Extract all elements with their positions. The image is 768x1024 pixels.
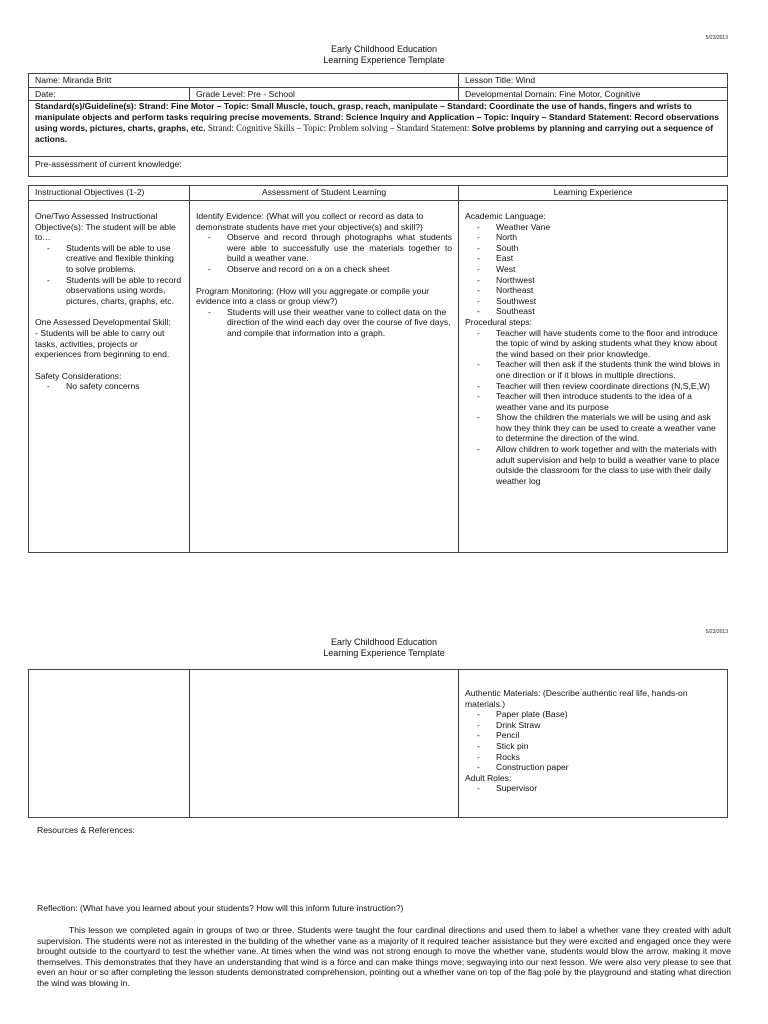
page-title: Early Childhood Education [330, 44, 438, 54]
list-item: - Students will use their weather vane to collect data on the direction of the wind each day over the course of five days, and compile that information into a graph. [208, 307, 452, 339]
assessment-cell [190, 201, 459, 553]
page-subtitle: Learning Experience Template [323, 55, 445, 65]
standards-cell [29, 101, 728, 157]
objectives-list [35, 243, 183, 307]
academic-language-list [465, 222, 721, 317]
evidence-list [196, 232, 452, 274]
list-item: - Southeast [477, 306, 721, 317]
materials-cell [459, 670, 728, 818]
page-header [0, 44, 768, 66]
resources-heading: Resources & References: [37, 825, 135, 835]
page2-date: 5/23/2013 [705, 629, 728, 635]
list-item: - Teacher will then introduce students to the idea of a weather vane and its purpose [477, 391, 721, 412]
list-item: - Allow children to work together and with the materials with adult supervision and help to build a weather vane to place outside the classroom for the class to use with their daily weather log [477, 444, 721, 486]
lesson-title-cell: Lesson Title: Wind [459, 74, 728, 88]
list-item: - Show the children the materials we will be using and ask how they think they can be used to create a weather vane to determine the direction of the wind. [477, 412, 721, 444]
objectives-cell [29, 201, 190, 553]
empty-cell-objectives [29, 670, 190, 818]
reflection-text: This lesson we completed again in groups of two or three. Students were taught the four cardinal directions and used them to label a whether vane they created with adult supervision. The students were not as interested in the building of the whether vane as a majority of it required teacher assistance but they were excited and engaged once they were brought outside to the courtyard to test the whether vane. At times when the wind was not strong enough to move the whether vane, students would blow the arrow, making it move themselves. This demonstrates that they have an understanding that wind is a force and can make things move; segwaying into our next lesson. We were also very please to see that even an hour or so after completing the lesson students demonstrated comprehension, pointing out a whether vane on top of the flag pole by the playground and stating what direction the wind was blowing in. [37, 925, 731, 988]
grade-level-cell: Grade Level: Pre - School [190, 87, 459, 101]
monitoring-list [196, 307, 452, 339]
safety-list [35, 381, 183, 392]
materials-table [28, 669, 728, 818]
list-item: - Pencil [477, 730, 721, 741]
name-cell: Name: Miranda Britt [29, 74, 459, 88]
materials-list [465, 709, 721, 773]
list-item: - Observe and record through photographs what students were able to successfully use the materials together to build a weather vane. [208, 232, 452, 264]
procedural-list [465, 328, 721, 487]
empty-cell-assessment [190, 670, 459, 818]
lesson-plan-table [28, 185, 728, 553]
date-cell: Date: [29, 87, 190, 101]
list-item: - Stick pin [477, 741, 721, 752]
list-item: - North [477, 232, 721, 243]
safety-title: Safety Considerations: [35, 370, 122, 381]
list-item: - Northeast [477, 285, 721, 296]
list-item: - Northwest [477, 275, 721, 286]
list-item: - Teacher will have students come to the floor and introduce the topic of wind by asking students what they know about the wind based on their prior knowledge. [477, 328, 721, 360]
reflection-prompt: Reflection: (What have you learned about your students? How will this inform future instruction?) [37, 903, 404, 913]
page2-header [0, 637, 768, 659]
list-item: - Observe and record on a on a check sheet [208, 264, 452, 275]
list-item: - West [477, 264, 721, 275]
list-item: - East [477, 253, 721, 264]
standards-text-c: Solve problems by planning and carrying out a sequence of actions. [35, 123, 714, 145]
objectives-intro: One/Two Assessed Instructional Objective(s): The student will be able to… [35, 211, 176, 243]
list-item: - Drink Straw [477, 720, 721, 731]
list-item: - Teacher will then ask if the students think the wind blows in one direction or if it blows in multiple directions. [477, 359, 721, 380]
list-item: - Paper plate (Base) [477, 709, 721, 720]
list-item: - No safety concerns [47, 381, 183, 392]
adult-roles-title: Adult Roles: [465, 772, 512, 783]
academic-language-title: Academic Language: [465, 211, 546, 221]
standards-text-b: Strand: Cognitive Skills – Topic: Problem solving – Standard Statement: [207, 123, 470, 134]
adult-roles-list [465, 783, 721, 794]
list-item: - Supervisor [477, 783, 721, 794]
lesson-info-table [28, 73, 728, 177]
materials-intro: Authentic Materials: (Describe authentic real life, hands-on materials.) [465, 688, 688, 709]
page2-title: Early Childhood Education [330, 637, 438, 647]
preassessment-cell: Pre-assessment of current knowledge: [29, 157, 728, 177]
procedural-title: Procedural steps: [465, 316, 532, 327]
col-header-objectives: Instructional Objectives (1-2) [29, 186, 190, 201]
evidence-intro: Identify Evidence: (What will you collect or record as data to demonstrate students have met your objective(s) and skill?) [196, 211, 424, 232]
list-item: - Students will be able to use creative and flexible thinking to solve problems. [47, 243, 183, 275]
monitoring-intro: Program Monitoring: (How will you aggregate or compile your evidence into a class or group view?) [196, 285, 430, 307]
col-header-learning: Learning Experience [459, 186, 728, 201]
list-item: - Weather Vane [477, 222, 721, 233]
dev-skill-text: - Students will be able to carry out tasks, activities, projects or experiences from beginning to end. [35, 327, 170, 360]
list-item: - Rocks [477, 752, 721, 763]
learning-cell [459, 201, 728, 553]
list-item: - Construction paper [477, 762, 721, 773]
list-item: - Students will be able to record observations using words, pictures, charts, graphs, etc. [47, 275, 183, 307]
list-item: - Teacher will then review coordinate directions (N,S,E,W) [477, 381, 721, 392]
list-item: - Southwest [477, 296, 721, 307]
dev-skill-title: One Assessed Developmental Skill: [35, 317, 171, 328]
standards-text-a: Standard(s)/Guideline(s): Strand: Fine Motor – Topic: Small Muscle, touch, grasp, reach, manipulate – Standard: Coordinate the use of hands, fingers and wrists to manipulate objects and perform tasks requiring precise movements. Strand: Science Inquiry and Application – Topic: Inquiry – Standard Statement: Record observations using words, pictures, charts, graphs, etc. [35, 101, 719, 134]
domain-cell: Developmental Domain: Fine Motor, Cognitive [459, 87, 728, 101]
list-item: - South [477, 243, 721, 254]
col-header-assessment: Assessment of Student Learning [190, 186, 459, 201]
page2-subtitle: Learning Experience Template [323, 648, 445, 658]
page-date: 5/23/2013 [705, 35, 728, 41]
